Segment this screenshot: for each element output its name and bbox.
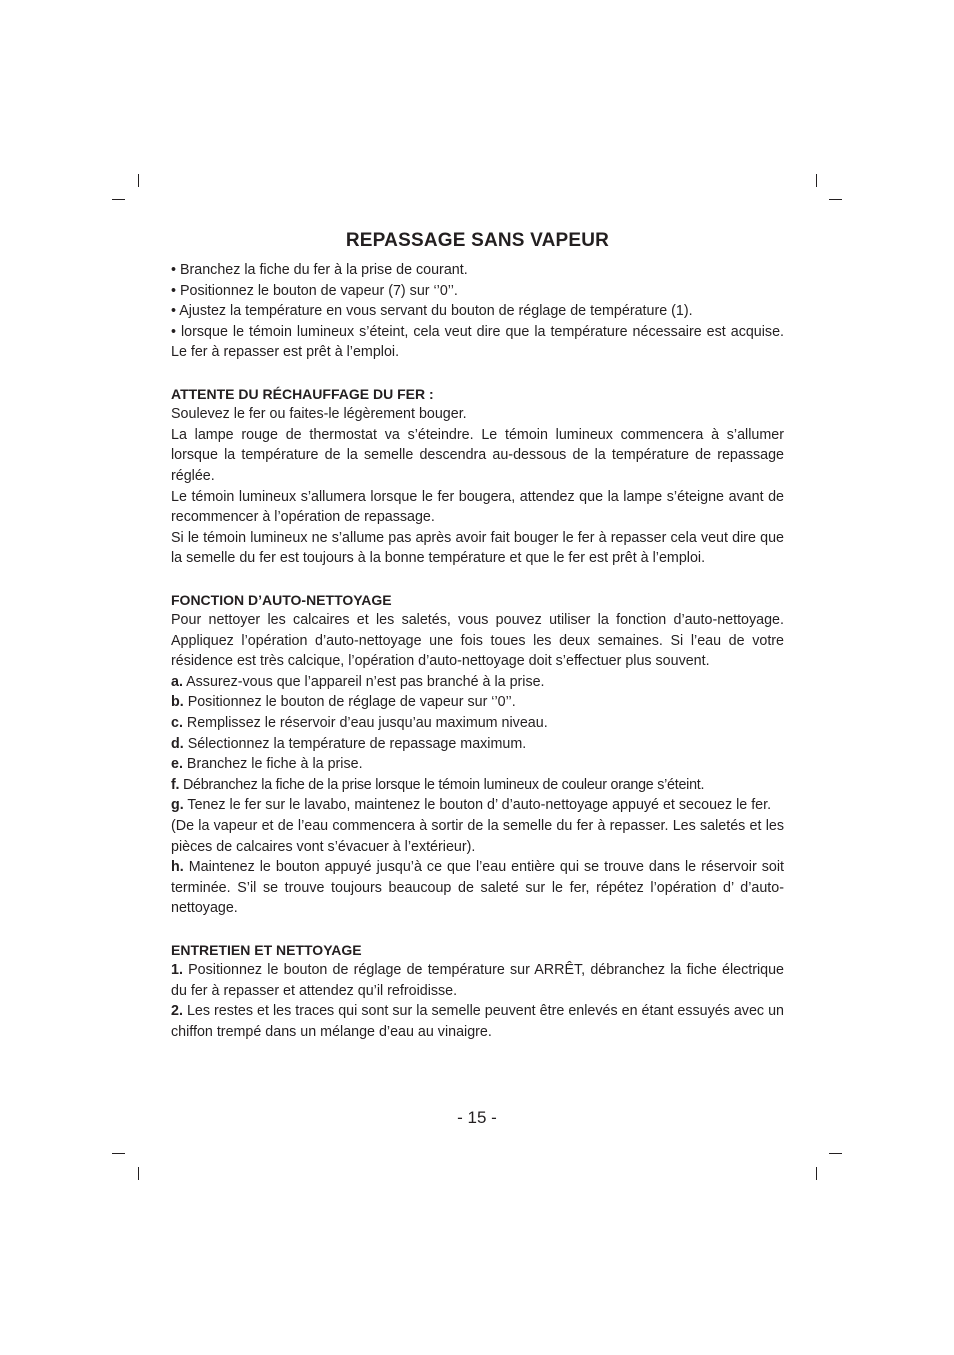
paragraph: La lampe rouge de thermostat va s’éteindre. Le témoin lumineux commencera à s’allumer lorsque la température de la semelle descendra au-dessous de la température de repassage réglée. [171,426,784,484]
step-item [171,734,784,755]
step-text: Remplissez le réservoir d’eau jusqu’au maximum niveau. [182,715,548,732]
note-paragraph: (De la vapeur et de l’eau commencera à sortir de la semelle du fer à repasser. Les saletés et les pièces de calcaires vont s’évacuer à l’extérieur). [171,818,784,855]
page-content [171,226,784,1043]
step-text: Sélectionnez la température de repassage maximum. [183,735,527,752]
intro-bullet: • Positionnez le bouton de vapeur (7) sur ‘’0’’. [171,282,458,299]
crop-mark [138,174,139,187]
step-item [171,713,784,734]
step-label: a. [171,673,183,690]
crop-mark [112,1153,125,1154]
step-label: 1. [171,962,183,979]
step-text: Débranchez la fiche de la prise lorsque le témoin lumineux de couleur orange s’éteint. [179,776,705,793]
step-text: Branchez le fiche à la prise. [182,756,363,773]
step-label: b. [171,694,184,711]
page-title: REPASSAGE SANS VAPEUR [345,230,610,251]
step-text: Les restes et les traces qui sont sur la semelle peuvent être enlevés en étant essuyés avec un chiffon trempé dans un mélange d’eau au vinaigre. [171,1003,784,1040]
step-label: f. [171,776,180,793]
paragraph: Pour nettoyer les calcaires et les saletés, vous pouvez utiliser la fonction d’auto-nettoyage. Appliquez l’opération d’auto-nettoyage une fois toues les deux semaines. Si l’eau de votre résidence est très calcique, l’opération d’auto-nettoyage doit s’effectuer plus souvent. [171,612,784,670]
crop-mark [816,1167,817,1180]
paragraph: Le témoin lumineux s’allumera lorsque le fer bougera, attendez que la lampe s’éteigne avant de recommencer à l’opération de repassage. [171,488,784,526]
step-text: Assurez-vous que l’appareil n’est pas branché à la prise. [182,673,545,690]
step-item [171,672,784,693]
crop-mark [138,1167,139,1180]
step-label: e. [171,756,183,773]
step-item [171,1001,784,1042]
section-heading-warmup: ATTENTE DU RÉCHAUFFAGE DU FER : [171,385,434,402]
step-label: d. [171,735,184,752]
crop-mark [829,1153,842,1154]
section-heading-self-clean: FONCTION D’AUTO-NETTOYAGE [171,591,392,608]
paragraph: Soulevez le fer ou faites-le légèrement bouger. [171,406,467,423]
intro-bullet: • lorsque le témoin lumineux s’éteint, cela veut dire que la température nécessaire est acquise. Le fer à repasser est prêt à l’emploi. [171,323,784,361]
step-text: Maintenez le bouton appuyé jusqu’à ce que l’eau entière qui se trouve dans le réservoir soit terminée. S’il se trouve toujours beaucoup de saleté sur le fer, répétez l’opération d’ d’auto-nettoyage. [171,859,784,917]
section-heading-maintenance: ENTRETIEN ET NETTOYAGE [171,941,362,958]
crop-mark [829,199,842,200]
step-item [171,692,784,713]
step-text: Tenez le fer sur le lavabo, maintenez le bouton d’ d’auto-nettoyage appuyé et secouez le fer. [183,797,772,814]
step-label: h. [171,859,184,876]
step-item [171,960,784,1001]
step-label: 2. [171,1003,183,1020]
step-item [171,795,784,816]
intro-bullet: • Branchez la fiche du fer à la prise de courant. [171,262,468,278]
page-number: - 15 - [457,1108,497,1127]
step-text: Positionnez le bouton de réglage de température sur ARRÊT, débranchez la fiche électrique du fer à repasser et attendez qu’il refroidisse. [171,962,784,999]
step-item [171,857,784,919]
step-label: c. [171,715,183,732]
step-text: Positionnez le bouton de réglage de vapeur sur ‘’0’’. [183,694,516,711]
crop-mark [816,174,817,187]
step-item [171,775,784,796]
step-label: g. [171,797,184,814]
step-item [171,754,784,775]
intro-bullet: • Ajustez la température en vous servant du bouton de réglage de température (1). [171,303,693,320]
paragraph: Si le témoin lumineux ne s’allume pas après avoir fait bouger le fer à repasser cela veut dire que la semelle du fer est toujours à la bonne température et que le fer est prêt à l’emploi. [171,529,784,567]
crop-mark [112,199,125,200]
